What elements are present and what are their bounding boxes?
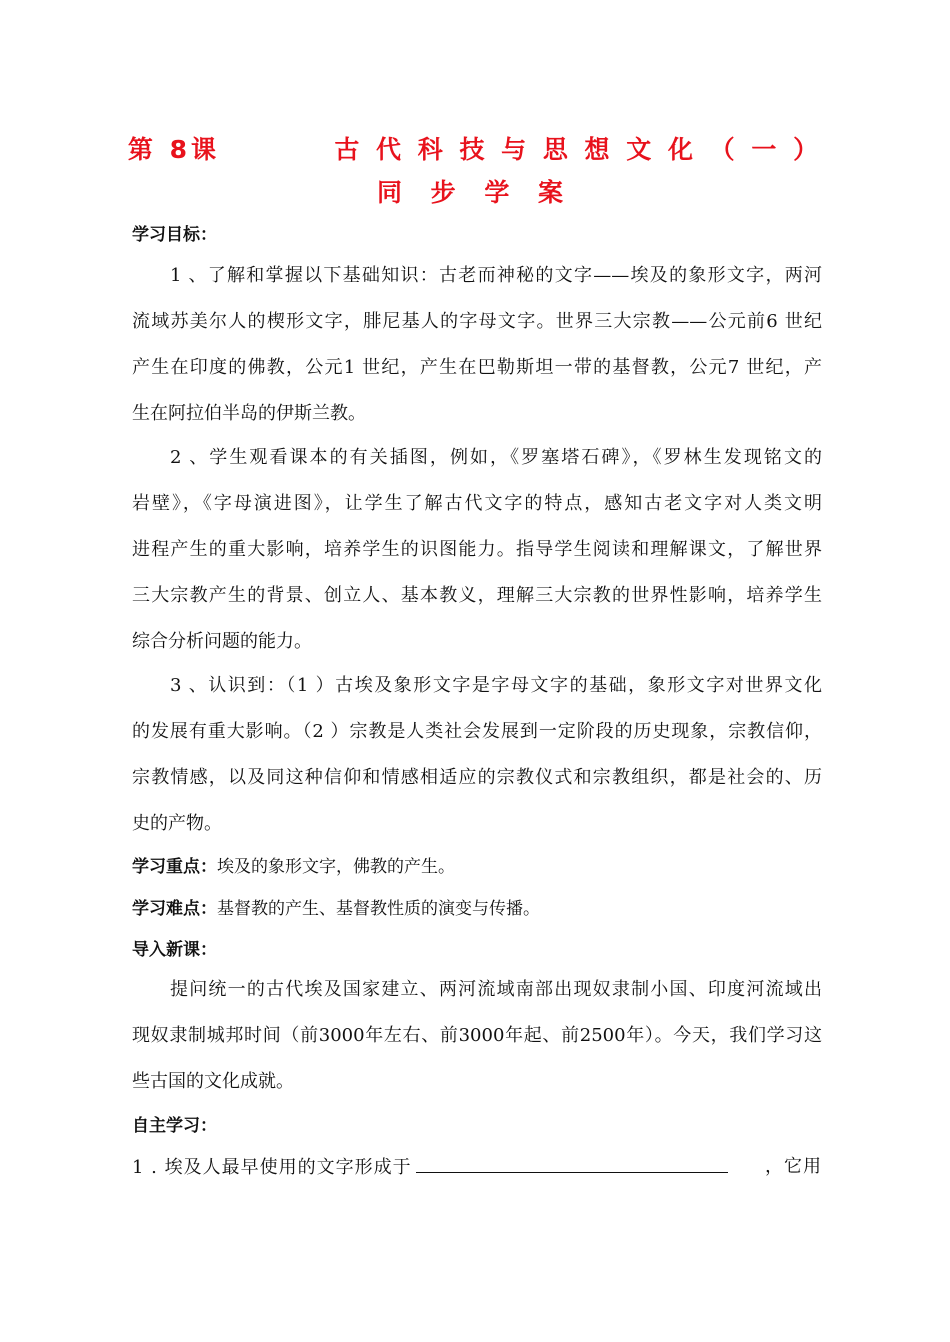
question-1-prefix: 1 . 埃及人最早使用的文字形成于	[132, 1157, 412, 1178]
objective3-line: 的发展有重大影响。（2 ）宗教是人类社会发展到一定阶段的历史现象，宗教信仰，	[132, 721, 822, 742]
difficulties-text: 基督教的产生、基督教性质的演变与传播。	[217, 899, 540, 919]
objective1-line: 产生在印度的佛教，公元1 世纪，产生在巴勒斯坦一带的基督教，公元7 世纪，产	[132, 357, 822, 378]
objective1-line: 生在阿拉伯半岛的伊斯兰教。	[132, 403, 366, 424]
intro-line: 些古国的文化成就。	[132, 1071, 294, 1092]
answer-blank[interactable]	[416, 1152, 728, 1173]
question-1-suffix: ，它用	[765, 1156, 822, 1177]
lesson-title: 第 8课 古 代 科 技 与 思 想 文 化 （ 一 ）	[127, 135, 823, 164]
key-points	[132, 852, 455, 877]
objective1-line: 流域苏美尔人的楔形文字，腓尼基人的字母文字。世界三大宗教——公元前6 世纪	[132, 311, 822, 332]
key-points-text: 埃及的象形文字，佛教的产生。	[217, 857, 455, 877]
question-1	[132, 1152, 822, 1179]
lesson-subtitle: 同 步 学 案	[376, 178, 574, 207]
intro-line: 提问统一的古代埃及国家建立、两河流域南部出现奴隶制小国、印度河流域出	[170, 979, 822, 1000]
objective3-line: 3 、认识到：（1 ）古埃及象形文字是字母文字的基础，象形文字对世界文化	[170, 675, 822, 696]
key-points-label: 学习重点：	[132, 857, 217, 877]
objectives-heading: 学习目标：	[132, 225, 217, 245]
objective2-line: 三大宗教产生的背景、创立人、基本教义，理解三大宗教的世界性影响，培养学生	[132, 585, 822, 606]
objective2-line: 2 、学生观看课本的有关插图，例如，《罗塞塔石碑》，《罗林生发现铭文的	[170, 447, 822, 468]
difficulties-label: 学习难点：	[132, 899, 217, 919]
objective2-line: 综合分析问题的能力。	[132, 631, 312, 652]
objective1-line: 1 、了解和掌握以下基础知识：古老而神秘的文字——埃及的象形文字，两河	[170, 265, 822, 286]
objective3-line: 史的产物。	[132, 813, 222, 834]
objective2-line: 进程产生的重大影响，培养学生的识图能力。指导学生阅读和理解课文，了解世界	[132, 539, 822, 560]
intro-heading: 导入新课：	[132, 940, 217, 960]
objective2-line: 岩壁》，《字母演进图》，让学生了解古代文字的特点，感知古老文字对人类文明	[132, 493, 822, 514]
objective3-line: 宗教情感，以及同这种信仰和情感相适应的宗教仪式和宗教组织，都是社会的、历	[132, 767, 822, 788]
difficulties	[132, 894, 540, 919]
intro-line: 现奴隶制城邦时间（前3000年左右、前3000年起、前2500年）。今天，我们学习这	[132, 1025, 822, 1046]
self-study-heading: 自主学习：	[132, 1116, 217, 1136]
